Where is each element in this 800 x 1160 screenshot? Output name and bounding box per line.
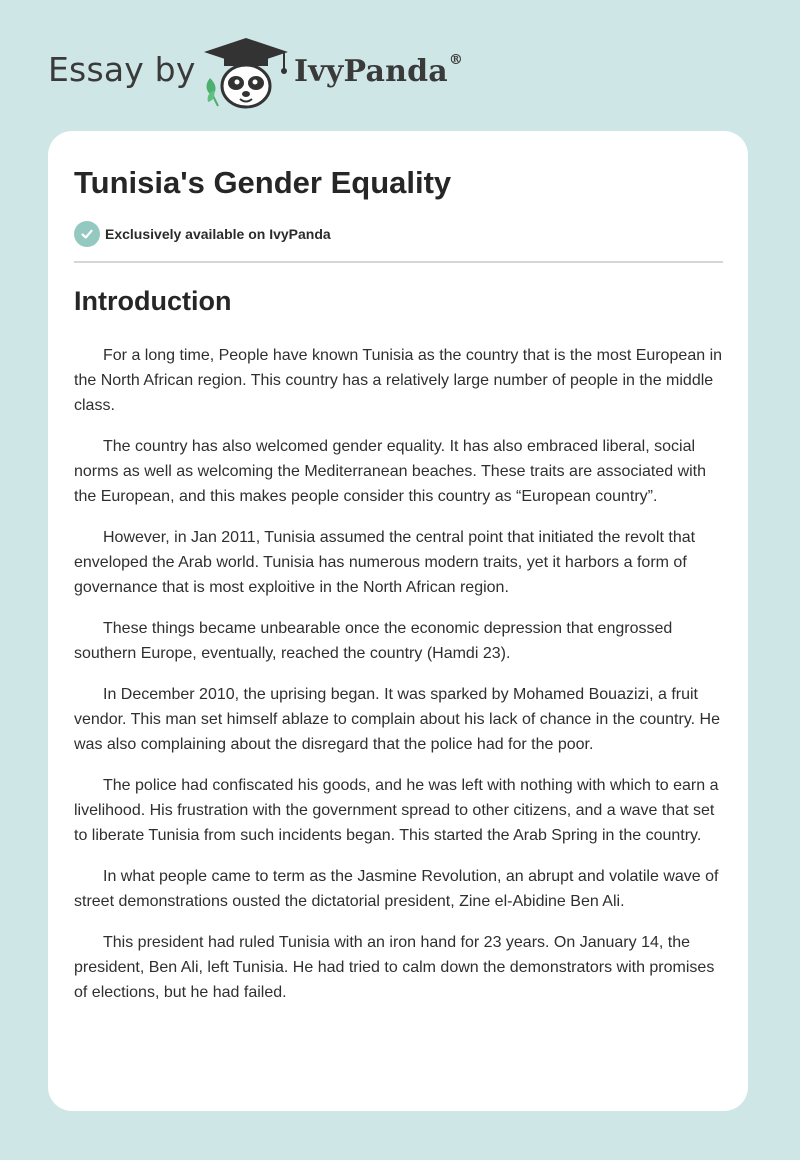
section-heading: Introduction [74,286,232,316]
panda-graduation-cap-icon [200,34,292,110]
brand-name: IvyPanda® [294,52,464,89]
paragraph: In what people came to term as the Jasmine Revolution, an abrupt and volatile wave of street demonstrations ousted the dictatorial president, Zine el-Abidine Ben Ali. [74,868,719,910]
site-header-brand[interactable] [48,34,468,114]
essay-title: Tunisia's Gender Equality [74,165,452,200]
essay-body [74,343,727,1021]
exclusive-badge [74,221,331,247]
paragraph: These things became unbearable once the economic depression that engrossed southern Europe, eventually, reached the country (Hamdi 23). [74,620,673,662]
paragraph: In December 2010, the uprising began. It was sparked by Mohamed Bouazizi, a fruit vendor. This man set himself ablaze to complain about his lack of chance in the country. He was also complaining about the disregard that the police had for the poor. [74,686,720,753]
paragraph: This president had ruled Tunisia with an iron hand for 23 years. On January 14, the president, Ben Ali, left Tunisia. He had tried to calm down the demonstrators with promises of elections, but he had failed. [74,934,715,1001]
essay-by-label: Essay by [48,50,196,89]
essay-card [48,131,748,1111]
badge-label: Exclusively available on IvyPanda [105,226,331,242]
paragraph: However, in Jan 2011, Tunisia assumed the central point that initiated the revolt that enveloped the Arab world. Tunisia has numerous modern traits, yet it harbors a form of governance that is most exploitive in the North African region. [74,529,696,596]
divider [74,261,723,263]
paragraph: The police had confiscated his goods, and he was left with nothing with which to earn a livelihood. His frustration with the government spread to other citizens, and a wave that set to liberate Tunisia from such incidents began. This started the Arab Spring in the country. [74,777,719,844]
check-circle-icon [74,221,100,247]
paragraph: The country has also welcomed gender equality. It has also embraced liberal, social norms as well as welcoming the Mediterranean beaches. These traits are associated with the European, and this makes people consider this country as “European country”. [74,438,707,505]
paragraph: For a long time, People have known Tunisia as the country that is the most European in the North African region. This country has a relatively large number of people in the middle class. [74,347,723,414]
